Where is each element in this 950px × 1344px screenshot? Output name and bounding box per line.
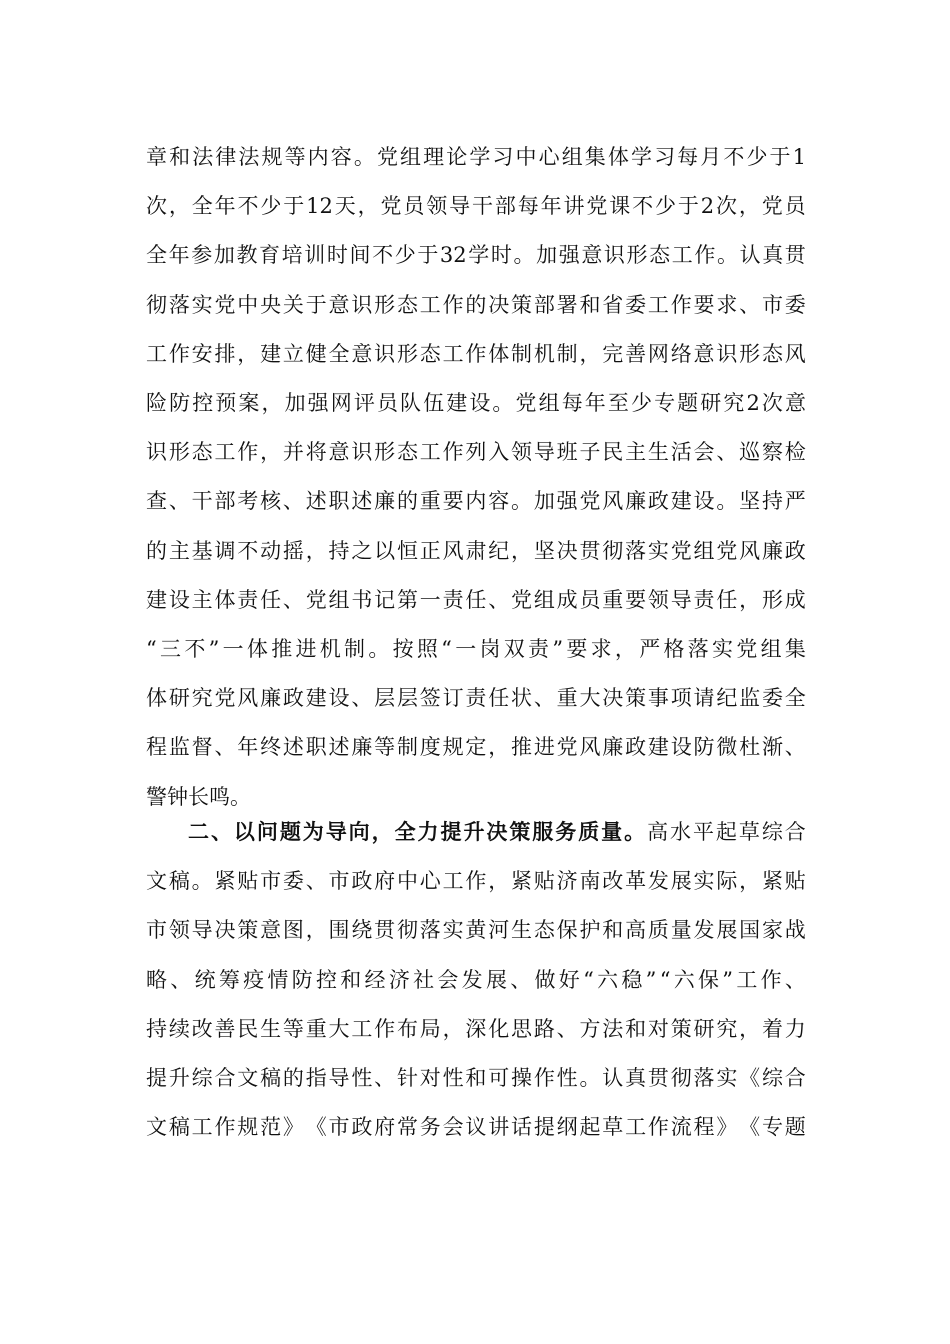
- text-line: 次 ， 全 年 不 少 于 12 天 ， 党 员 领 导 干 部 每 年 讲 党 课 不 少 于 2 次 ， 党 员: [146, 194, 806, 219]
- text-line: 警 钟 长 鸣 。: [146, 784, 251, 809]
- section-heading-line: 二 、 以 问 题 为 导 向 ， 全 力 提 升 决 策 服 务 质 量 。 高 水 平 起 草 综 合: [188, 819, 806, 844]
- text-line: 建 设 主 体 责 任 、 党 组 书 记 第 一 责 任 、 党 组 成 员 重 要 领 导 责 任 ， 形 成: [146, 587, 806, 612]
- text-line: 章 和 法 律 法 规 等 内 容 。 党 组 理 论 学 习 中 心 组 集 体 学 习 每 月 不 少 于 1: [146, 145, 806, 169]
- text-line: 识 形 态 工 作 ， 并 将 意 识 形 态 工 作 列 入 领 导 班 子 民 主 生 活 会 、 巡 察 检: [146, 440, 806, 465]
- text-line: 程 监 督 、 年 终 述 职 述 廉 等 制 度 规 定 ， 推 进 党 风 廉 政 建 设 防 微 杜 渐 、: [146, 735, 806, 760]
- text-line: 文 稿 。 紧 贴 市 委 、 市 政 府 中 心 工 作 ， 紧 贴 济 南 改 革 发 展 实 际 ， 紧 贴: [146, 869, 806, 894]
- text-line: “ 三 不 ” 一 体 推 进 机 制 。 按 照 “ 一 岗 双 责 ” 要 求 ， 严 格 落 实 党 组 集: [146, 637, 806, 661]
- text-line: 险 防 控 预 案 ， 加 强 网 评 员 队 伍 建 设 。 党 组 每 年 至 少 专 题 研 究 2 次 意: [146, 391, 806, 415]
- text-line: 略 、 统 筹 疫 情 防 控 和 经 济 社 会 发 展 、 做 好 “ 六 稳 ” “ 六 保 ” 工 作 、: [146, 967, 806, 992]
- text-line: 持 续 改 善 民 生 等 重 大 工 作 布 局 ， 深 化 思 路 、 方 法 和 对 策 研 究 ， 着 力: [146, 1016, 806, 1041]
- text-line: 工 作 安 排 ， 建 立 健 全 意 识 形 态 工 作 体 制 机 制 ， 完 善 网 络 意 识 形 态 风: [146, 341, 806, 366]
- text-line: 体 研 究 党 风 廉 政 建 设 、 层 层 签 订 责 任 状 、 重 大 决 策 事 项 请 纪 监 委 全: [146, 686, 806, 711]
- text-line: 彻 落 实 党 中 央 关 于 意 识 形 态 工 作 的 决 策 部 署 和 省 委 工 作 要 求 、 市 委: [146, 292, 806, 317]
- text-line: 提 升 综 合 文 稿 的 指 导 性 、 针 对 性 和 可 操 作 性 。 认 真 贯 彻 落 实 《 综 合: [146, 1066, 806, 1090]
- text-line: 全 年 参 加 教 育 培 训 时 间 不 少 于 32 学 时 。 加 强 意 识 形 态 工 作 。 认 真 贯: [146, 243, 806, 268]
- text-line: 查 、 干 部 考 核 、 述 职 述 廉 的 重 要 内 容 。 加 强 党 风 廉 政 建 设 。 坚 持 严: [146, 489, 806, 514]
- text-line: 的 主 基 调 不 动 摇 ， 持 之 以 恒 正 风 肃 纪 ， 坚 决 贯 彻 落 实 党 组 党 风 廉 政: [146, 538, 806, 563]
- text-line: 文 稿 工 作 规 范 》 《 市 政 府 常 务 会 议 讲 话 提 纲 起 草 工 作 流 程 》 《 专 题: [146, 1115, 806, 1140]
- text-line: 市 领 导 决 策 意 图 ， 围 绕 贯 彻 落 实 黄 河 生 态 保 护 和 高 质 量 发 展 国 家 战: [146, 918, 806, 943]
